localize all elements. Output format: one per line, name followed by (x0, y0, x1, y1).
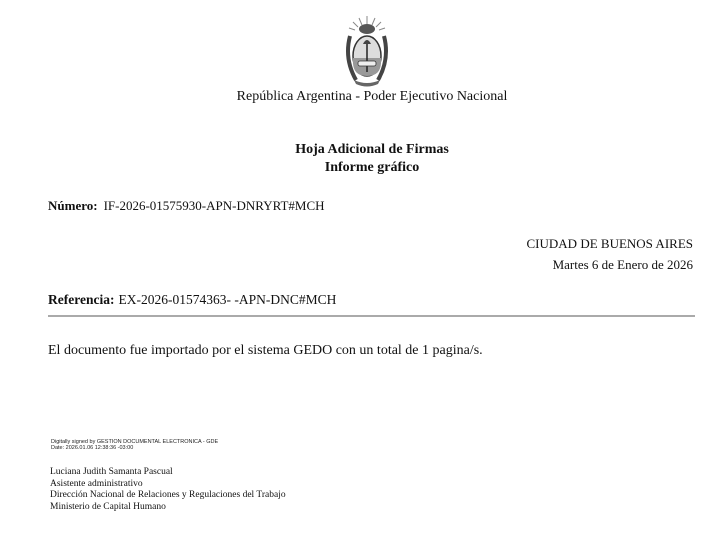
numero-label: Número: (48, 198, 98, 213)
body-text: El documento fue importado por el sistema GEDO con un total de 1 pagina/s. (48, 343, 483, 358)
digital-signature-meta (51, 439, 218, 451)
issuer-header: República Argentina - Poder Ejecutivo Nacional (236, 89, 508, 104)
numero-value: IF-2026-01575930-APN-DNRYRT#MCH (103, 198, 325, 213)
referencia-value: EX-2026-01574363- -APN-DNC#MCH (118, 292, 337, 307)
signer-ministry: Ministerio de Capital Humano (50, 501, 166, 512)
document-title: Hoja Adicional de Firmas (295, 142, 449, 157)
digital-signed-line: Digitally signed by GESTION DOCUMENTAL ELECTRONICA - GDE (51, 439, 219, 445)
numero-row (48, 198, 325, 214)
signer-name: Luciana Judith Samanta Pascual (50, 467, 173, 477)
signer-role: Asistente administrativo (50, 478, 143, 489)
city: CIUDAD DE BUENOS AIRES (526, 236, 693, 251)
signature-date-line: Date: 2026.01.06 12:38:36 -03:00 (51, 445, 134, 451)
argentina-coat-of-arms-icon (344, 14, 390, 90)
referencia-label: Referencia: (48, 292, 115, 307)
signer-unit: Dirección Nacional de Relaciones y Regulaciones del Trabajo (50, 490, 286, 500)
document-subtitle: Informe gráfico (324, 160, 420, 175)
divider (48, 315, 695, 317)
referencia-row (48, 292, 336, 308)
date: Martes 6 de Enero de 2026 (552, 257, 693, 272)
signer-block (50, 467, 286, 513)
